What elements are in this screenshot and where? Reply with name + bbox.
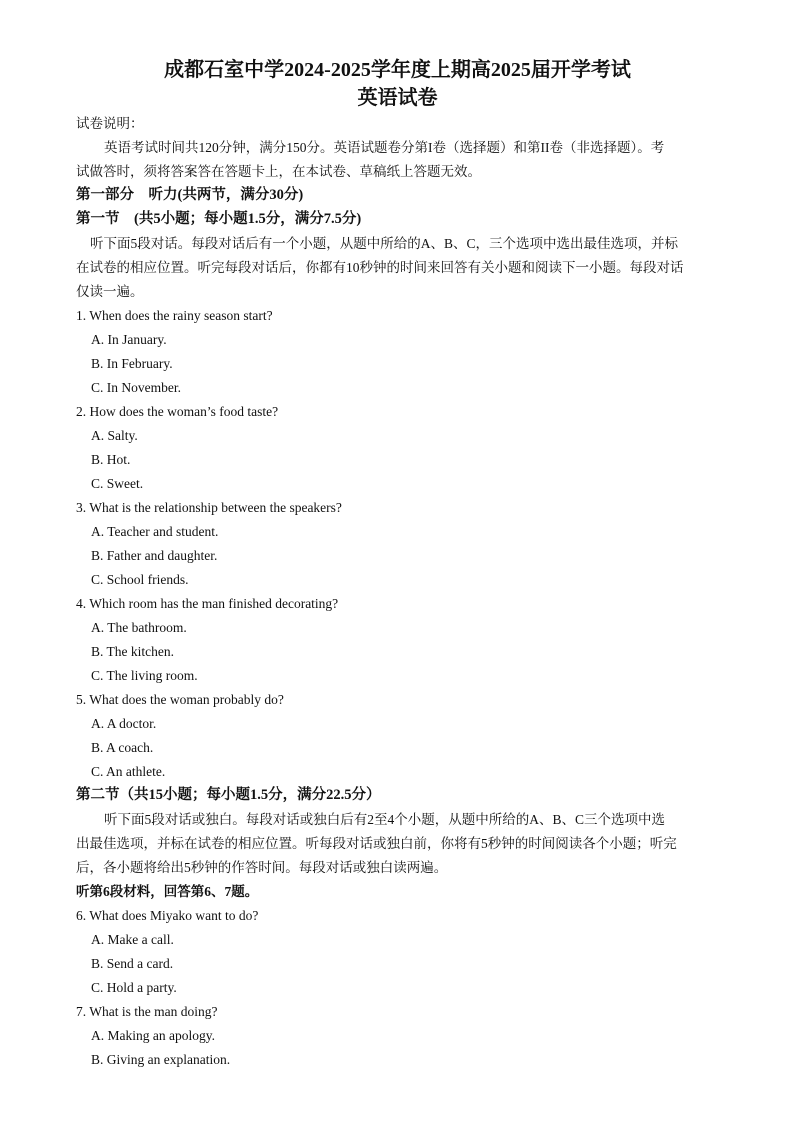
q6-option-b: B. Send a card.	[91, 956, 174, 971]
q6-option-c: C. Hold a party.	[91, 980, 177, 995]
q1-option-a: A. In January.	[91, 332, 167, 347]
intro-line-1: 英语考试时间共120分钟，满分150分。英语试题卷分第I卷（选择题）和第II卷（非选择题）。考	[104, 140, 665, 155]
q7-option-a: A. Making an apology.	[91, 1028, 215, 1043]
q4-option-a: A. The bathroom.	[91, 620, 187, 635]
question-3: 3. What is the relationship between the speakers?	[76, 500, 342, 515]
q1-option-b: B. In February.	[91, 356, 173, 371]
q6-option-a: A. Make a call.	[91, 932, 174, 947]
section2-instruction-2: 出最佳选项，并标在试卷的相应位置。听每段对话或独白前，你将有5秒钟的时间阅读各个小题；听完	[76, 836, 677, 851]
section1-instruction-3: 仅读一遍。	[76, 284, 144, 299]
q3-option-b: B. Father and daughter.	[91, 548, 218, 563]
section2-heading: 第二节（共15小题；每小题1.5分，满分22.5分）	[76, 787, 381, 803]
q2-option-a: A. Salty.	[91, 428, 138, 443]
exam-title: 成都石室中学2024-2025学年度上期高2025届开学考试	[164, 59, 631, 81]
question-6: 6. What does Miyako want to do?	[76, 908, 259, 923]
q5-option-b: B. A coach.	[91, 740, 154, 755]
intro-line-2: 试做答时，须将答案答在答题卡上，在本试卷、草稿纸上答题无效。	[76, 164, 481, 179]
q5-option-a: A. A doctor.	[91, 716, 157, 731]
q4-option-b: B. The kitchen.	[91, 644, 174, 659]
intro-label: 试卷说明：	[76, 116, 144, 131]
q7-option-b: B. Giving an explanation.	[91, 1052, 231, 1067]
section1-instruction-2: 在试卷的相应位置。听完每段对话后，你都有10秒钟的时间来回答有关小题和阅读下一小题。每段对话	[76, 260, 684, 275]
part1-heading: 第一部分 听力(共两节，满分30分)	[76, 187, 304, 203]
question-2: 2. How does the woman’s food taste?	[76, 404, 279, 419]
question-7: 7. What is the man doing?	[76, 1004, 218, 1019]
question-5: 5. What does the woman probably do?	[76, 692, 284, 707]
section2-instruction-1: 听下面5段对话或独白。每段对话或独白后有2至4个小题，从题中所给的A、B、C三个选项中选	[104, 812, 666, 827]
material-6-heading: 听第6段材料，回答第6、7题。	[76, 884, 259, 899]
section2-instruction-3: 后，各小题将给出5秒钟的作答时间。每段对话或独白读两遍。	[76, 860, 448, 875]
q2-option-c: C. Sweet.	[91, 476, 144, 491]
section1-instruction-1: 听下面5段对话。每段对话后有一个小题，从题中所给的A、B、C，三个选项中选出最佳选项，并标	[90, 236, 679, 251]
question-4: 4. Which room has the man finished decorating?	[76, 596, 339, 611]
q3-option-a: A. Teacher and student.	[91, 524, 219, 539]
q5-option-c: C. An athlete.	[91, 764, 166, 779]
q3-option-c: C. School friends.	[91, 572, 189, 587]
q1-option-c: C. In November.	[91, 380, 181, 395]
section1-heading: 第一节 (共5小题；每小题1.5分，满分7.5分)	[76, 211, 362, 227]
question-1: 1. When does the rainy season start?	[76, 308, 273, 323]
exam-subtitle: 英语试卷	[357, 87, 438, 109]
q2-option-b: B. Hot.	[91, 452, 131, 467]
q4-option-c: C. The living room.	[91, 668, 198, 683]
